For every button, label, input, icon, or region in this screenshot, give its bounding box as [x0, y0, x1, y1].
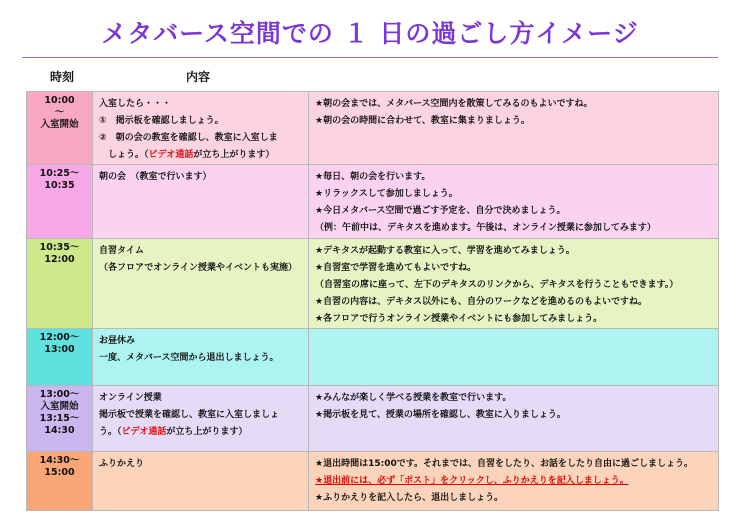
- content-cell-line: [99, 169, 303, 186]
- text-segment: 自習タイム: [99, 246, 144, 256]
- schedule-row: [27, 386, 719, 452]
- text-segment: ★毎日、朝の会を行います。: [315, 172, 431, 182]
- text-segment: ★リラックスして参加しましょう。: [315, 189, 458, 199]
- text-segment: ★今日メタバース空間で過ごす予定を、自分で決めましょう。: [315, 206, 566, 216]
- text-segment: ② 朝の会の教室を確認し、教室に入室しま: [99, 133, 278, 143]
- time-column-header: 時刻: [50, 70, 75, 84]
- time-text: 入室開始: [40, 119, 79, 130]
- notes-cell: [309, 452, 719, 511]
- notes-cell: [309, 386, 719, 452]
- text-segment: ★みんなが楽しく学べる授業を教室で行います。: [315, 393, 512, 403]
- text-segment: しょう。（: [99, 150, 149, 160]
- schedule-row: [27, 239, 719, 329]
- text-segment: （自習室の席に座って、左下のデキタスのリンクから、デキタスを行うこともできます。）: [315, 280, 679, 290]
- text-segment: ★朝の会の時間に合わせて、教室に集まりましょう。: [315, 116, 530, 126]
- time-text: 14:30: [44, 425, 75, 436]
- notes-cell-line: [315, 186, 713, 203]
- notes-cell-line: [315, 113, 713, 130]
- text-segment: ① 掲示板を確認しましょう。: [99, 116, 224, 126]
- notes-cell-line: [315, 243, 713, 260]
- notes-cell: [309, 165, 719, 239]
- time-text: 13:00: [44, 344, 75, 355]
- text-segment: う。（: [99, 427, 122, 437]
- text-segment: ★ふりかえりを記入したら、退出しましょう。: [315, 493, 504, 503]
- content-cell: [93, 92, 309, 165]
- text-segment: ★掲示板を見て、授業の場所を確認し、教室に入りましょう。: [315, 410, 566, 420]
- content-cell-line: [99, 333, 303, 350]
- content-cell-line: [99, 407, 303, 424]
- schedule-row: [27, 165, 719, 239]
- time-text: 10:25～: [39, 168, 80, 179]
- time-text: 15:00: [44, 467, 75, 478]
- notes-cell: [309, 239, 719, 329]
- content-cell-line: [99, 113, 303, 130]
- text-segment: ★自習室で学習を進めてもよいですね。: [315, 263, 477, 273]
- time-text: 13:00～: [39, 389, 80, 400]
- content-cell-line: [99, 424, 303, 441]
- schedule-row: [27, 452, 719, 511]
- text-segment: 入室したら・・・: [99, 99, 172, 109]
- content-cell: [93, 452, 309, 511]
- content-cell-line: [99, 390, 303, 407]
- time-cell: [27, 386, 93, 452]
- notes-cell-line: [315, 456, 713, 473]
- text-segment: が立ち上がります）: [193, 150, 275, 160]
- text-segment: お昼休み: [99, 336, 136, 346]
- content-cell: [93, 386, 309, 452]
- content-cell-line: [99, 147, 303, 164]
- content-cell-line: [99, 96, 303, 113]
- time-cell: [27, 239, 93, 329]
- highlight-text: ビデオ通話: [148, 150, 194, 160]
- time-text: 12:00～: [39, 332, 80, 343]
- content-cell-line: [99, 456, 303, 473]
- time-text: 12:00: [44, 254, 75, 265]
- time-text: 13:15～: [39, 413, 80, 424]
- text-segment: ★退出時間は15:00です。それまでは、自習をしたり、お話をしたり自由に過ごしましょう。: [315, 459, 693, 469]
- time-text: ～: [54, 107, 65, 118]
- highlight-text: ★退出前には、必ず「ポスト」をクリックし、ふりかえりを記入しましょう。: [315, 476, 629, 486]
- time-cell: [27, 165, 93, 239]
- schedule-row: [27, 92, 719, 165]
- notes-cell-line: [315, 260, 713, 277]
- content-cell: [93, 329, 309, 386]
- notes-cell-line: [315, 407, 713, 424]
- time-text: 10:00: [44, 95, 75, 106]
- notes-cell: [309, 329, 719, 386]
- notes-cell-line: [315, 96, 713, 113]
- notes-cell-line: [315, 311, 713, 328]
- notes-cell: [309, 92, 719, 165]
- notes-cell-line: [315, 390, 713, 407]
- text-segment: （各フロアでオンライン授業やイベントも実施）: [99, 263, 298, 273]
- text-segment: 朝の会 （教室で行います）: [99, 172, 212, 182]
- content-cell: [93, 239, 309, 329]
- text-segment: ★朝の会までは、メタバース空間内を散策してみるのもよいですね。: [315, 99, 593, 109]
- title-underline: [22, 57, 718, 58]
- content-cell-line: [99, 350, 303, 367]
- content-cell-line: [99, 243, 303, 260]
- notes-cell-line: [315, 203, 713, 220]
- content-cell: [93, 165, 309, 239]
- text-segment: が立ち上がります）: [166, 427, 248, 437]
- page-title: メタバース空間での １ 日の過ごし方イメージ: [101, 19, 639, 48]
- notes-cell-line: [315, 220, 713, 237]
- highlight-text: ビデオ通話: [121, 427, 167, 437]
- text-segment: オンライン授業: [99, 393, 162, 403]
- text-segment: ★自習の内容は、デキタス以外にも、自分のワークなどを進めるのもよいですね。: [315, 297, 647, 307]
- notes-cell-line: [315, 169, 713, 186]
- notes-cell-line: [315, 490, 713, 507]
- text-segment: 掲示板で授業を確認し、教室に入室しましょ: [99, 410, 280, 420]
- time-text: 10:35～: [39, 242, 80, 253]
- notes-cell-line: [315, 294, 713, 311]
- time-cell: [27, 452, 93, 511]
- time-cell: [27, 329, 93, 386]
- notes-cell-line: [315, 277, 713, 294]
- content-cell-line: [99, 260, 303, 277]
- content-column-header: 内容: [186, 70, 211, 84]
- schedule-table: [26, 91, 719, 511]
- time-cell: [27, 92, 93, 165]
- schedule-row: [27, 329, 719, 386]
- text-segment: ★各フロアで行うオンライン授業やイベントにも参加してみましょう。: [315, 314, 603, 324]
- text-segment: （例：午前中は、デキタスを進めます。午後は、オンライン授業に参加してみます）: [315, 223, 656, 233]
- notes-cell-line: [315, 473, 713, 490]
- time-text: 14:30～: [39, 455, 80, 466]
- time-text: 入室開始: [40, 401, 79, 412]
- text-segment: ★デキタスが起動する教室に入って、学習を進めてみましょう。: [315, 246, 575, 256]
- text-segment: ふりかえり: [99, 459, 145, 469]
- text-segment: 一度、メタバース空間から退出しましょう。: [99, 353, 279, 363]
- content-cell-line: [99, 130, 303, 147]
- time-text: 10:35: [44, 180, 75, 191]
